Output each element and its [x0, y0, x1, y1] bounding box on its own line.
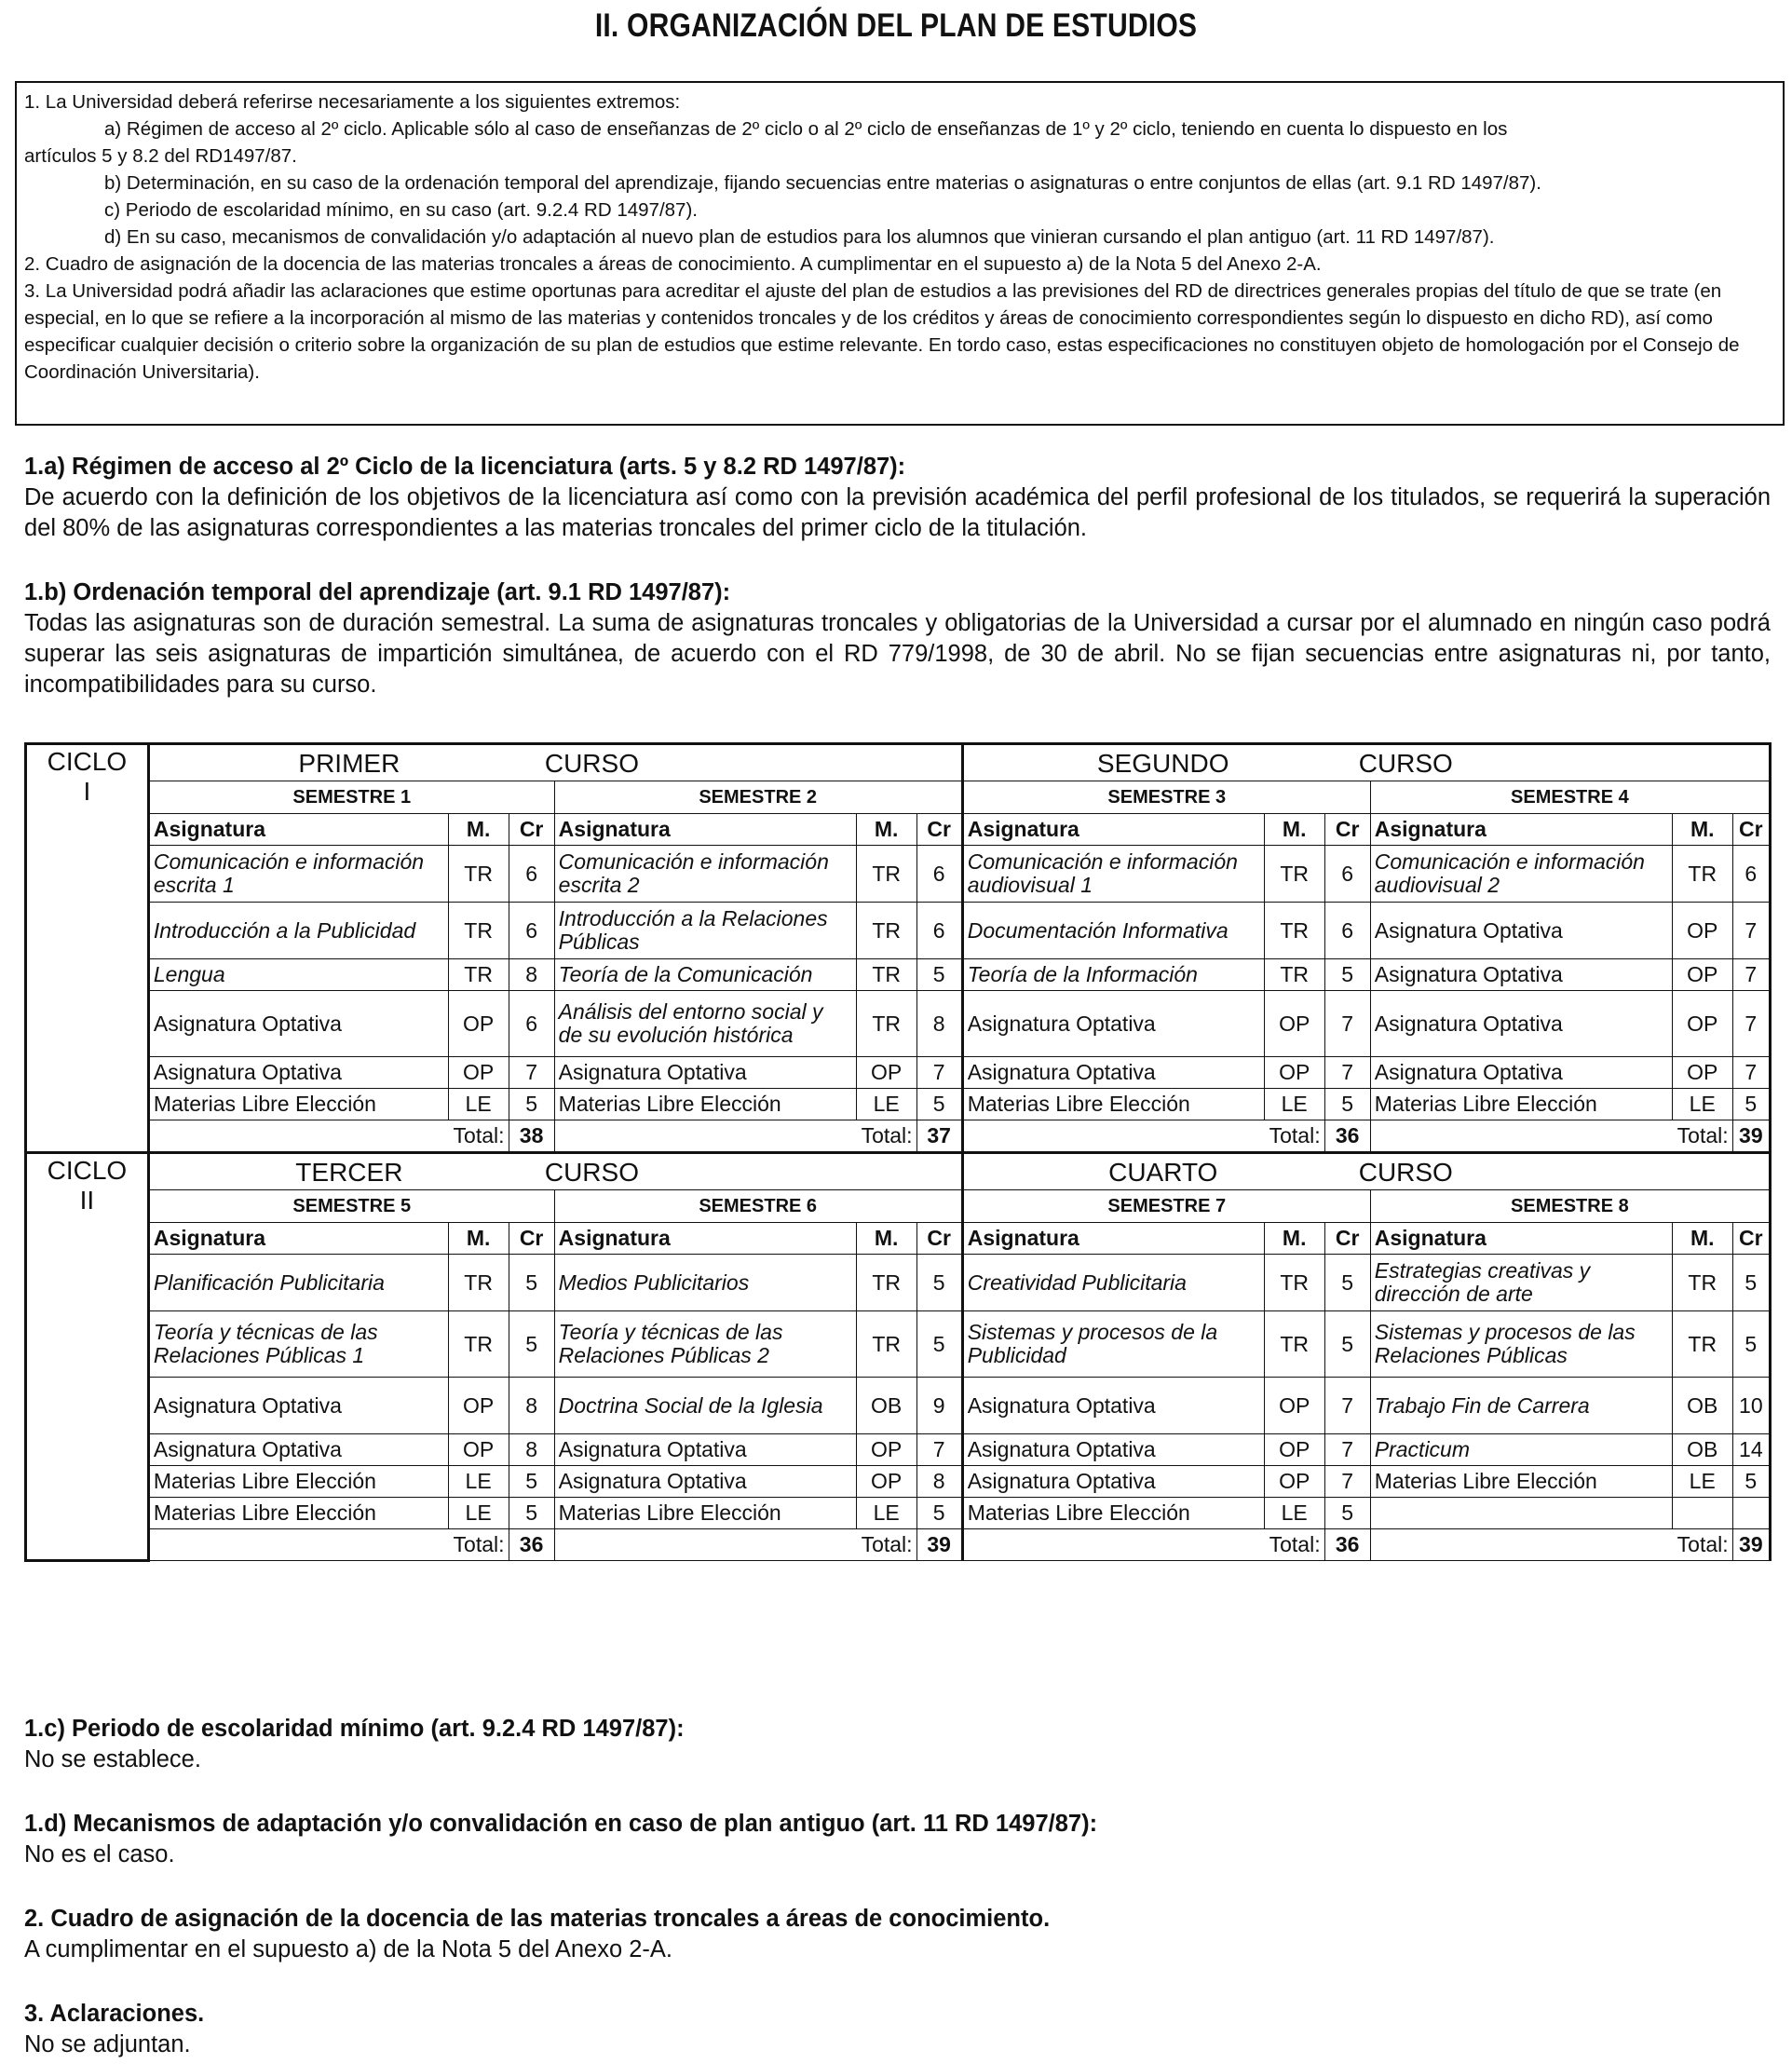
subject-credits: 5	[1324, 959, 1370, 991]
col-cr: Cr	[916, 1223, 962, 1255]
cycle-1-totals	[26, 1120, 1771, 1153]
subject-name: Asignatura Optativa	[962, 1057, 1264, 1089]
subject-name: Documentación Informativa	[962, 903, 1264, 959]
total-credits: 36	[509, 1529, 554, 1561]
col-cr: Cr	[1732, 1223, 1770, 1255]
subject-credits: 7	[1324, 1434, 1370, 1466]
curso-word: CURSO	[1358, 1157, 1453, 1187]
subject-name: Materias Libre Elección	[962, 1498, 1264, 1529]
ciclo-word: CICLO	[47, 747, 128, 776]
subject-type: TR	[1264, 1255, 1324, 1311]
semester-label: SEMESTRE 6	[554, 1190, 962, 1223]
ciclo-word: CICLO	[47, 1156, 128, 1185]
section-3-heading: 3. Aclaraciones.	[24, 2001, 205, 2027]
col-cr: Cr	[1732, 814, 1770, 846]
curso-word: CURSO	[1358, 748, 1453, 778]
cycle-2-semester-header	[26, 1190, 1771, 1223]
year-word: PRIMER	[298, 748, 400, 778]
subject-credits: 8	[916, 1466, 962, 1498]
section-1d	[24, 1809, 1771, 1870]
section-1a-heading: 1.a) Régimen de acceso al 2º Ciclo de la licenciatura (arts. 5 y 8.2 RD 1497/87):	[24, 454, 906, 480]
subject-type: TR	[1672, 1255, 1732, 1311]
subject-type: OP	[448, 1434, 509, 1466]
subject-name: Materias Libre Elección	[148, 1089, 448, 1120]
page-title: II. ORGANIZACIÓN DEL PLAN DE ESTUDIOS	[594, 7, 1198, 44]
col-cr: Cr	[1324, 814, 1370, 846]
col-cr: Cr	[1324, 1223, 1370, 1255]
total-label: Total:	[554, 1529, 916, 1561]
subject-name: Sistemas y procesos de la Publicidad	[962, 1311, 1264, 1378]
table-row	[26, 1498, 1771, 1529]
subject-type: OP	[1264, 1466, 1324, 1498]
col-cr: Cr	[509, 1223, 554, 1255]
subject-type: OP	[856, 1434, 916, 1466]
subject-type: TR	[1672, 846, 1732, 903]
semester-label: SEMESTRE 1	[148, 781, 554, 814]
subject-credits: 7	[1324, 1378, 1370, 1434]
cycle-1-label	[26, 744, 149, 1153]
subject-credits: 5	[509, 1466, 554, 1498]
subject-name: Asignatura Optativa	[1370, 959, 1672, 991]
subject-credits: 5	[916, 1311, 962, 1378]
subject-name: Asignatura Optativa	[962, 991, 1264, 1057]
subject-credits: 7	[1324, 1057, 1370, 1089]
subject-credits: 7	[916, 1434, 962, 1466]
table-row	[26, 959, 1771, 991]
subject-name: Asignatura Optativa	[962, 1466, 1264, 1498]
subject-type: TR	[856, 1255, 916, 1311]
subject-name: Comunicación e información audiovisual 2	[1370, 846, 1672, 903]
subject-name: Materias Libre Elección	[554, 1498, 856, 1529]
subject-credits: 6	[509, 991, 554, 1057]
subject-type: TR	[448, 1255, 509, 1311]
subject-name: Teoría de la Información	[962, 959, 1264, 991]
subject-name	[1370, 1498, 1672, 1529]
semester-label: SEMESTRE 3	[962, 781, 1370, 814]
subject-credits: 5	[1732, 1255, 1770, 1311]
subject-type: LE	[1672, 1089, 1732, 1120]
col-m: M.	[448, 1223, 509, 1255]
subject-name: Asignatura Optativa	[1370, 991, 1672, 1057]
total-credits: 39	[1732, 1529, 1770, 1561]
subject-credits: 9	[916, 1378, 962, 1434]
subject-name: Asignatura Optativa	[962, 1434, 1264, 1466]
subject-credits: 7	[1732, 959, 1770, 991]
year-word: TERCER	[295, 1157, 403, 1187]
subject-type: TR	[856, 846, 916, 903]
subject-credits: 5	[509, 1089, 554, 1120]
subject-name: Asignatura Optativa	[148, 1378, 448, 1434]
total-label: Total:	[962, 1529, 1324, 1561]
subject-credits: 5	[1324, 1255, 1370, 1311]
subject-type: OP	[448, 991, 509, 1057]
ciclo-number: II	[79, 1186, 95, 1215]
semester-label: SEMESTRE 5	[148, 1190, 554, 1223]
subject-name: Asignatura Optativa	[1370, 1057, 1672, 1089]
subject-credits: 7	[1324, 1466, 1370, 1498]
section-1d-text: No es el caso.	[24, 1841, 175, 1867]
note-1a-cont: artículos 5 y 8.2 del RD1497/87.	[24, 145, 297, 167]
subject-type: OP	[856, 1466, 916, 1498]
col-m: M.	[856, 814, 916, 846]
section-1b-heading: 1.b) Ordenación temporal del aprendizaje (art. 9.1 RD 1497/87):	[24, 579, 731, 605]
subject-credits: 7	[916, 1057, 962, 1089]
col-asignatura: Asignatura	[554, 814, 856, 846]
subject-name: Practicum	[1370, 1434, 1672, 1466]
subject-name: Medios Publicitarios	[554, 1255, 856, 1311]
study-plan-table	[24, 742, 1772, 1562]
subject-type: OP	[1264, 1057, 1324, 1089]
subject-credits: 10	[1732, 1378, 1770, 1434]
total-label: Total:	[1370, 1529, 1732, 1561]
col-cr: Cr	[916, 814, 962, 846]
total-credits: 39	[916, 1529, 962, 1561]
cycle-1-year-header	[26, 744, 1771, 781]
subject-credits: 5	[509, 1311, 554, 1378]
subject-credits: 6	[1732, 846, 1770, 903]
col-asignatura: Asignatura	[1370, 1223, 1672, 1255]
subject-type: LE	[856, 1498, 916, 1529]
subject-name: Comunicación e información audiovisual 1	[962, 846, 1264, 903]
semester-label: SEMESTRE 2	[554, 781, 962, 814]
subject-name: Comunicación e información escrita 1	[148, 846, 448, 903]
subject-type: OP	[1264, 991, 1324, 1057]
total-label: Total:	[148, 1120, 509, 1153]
subject-name: Trabajo Fin de Carrera	[1370, 1378, 1672, 1434]
subject-name: Teoría de la Comunicación	[554, 959, 856, 991]
subject-credits: 6	[509, 903, 554, 959]
subject-name: Introducción a la Relaciones Públicas	[554, 903, 856, 959]
section-1c-heading: 1.c) Periodo de escolaridad mínimo (art. 9.2.4 RD 1497/87):	[24, 1716, 685, 1742]
subject-type: LE	[1672, 1466, 1732, 1498]
subject-name: Sistemas y procesos de las Relaciones Públicas	[1370, 1311, 1672, 1378]
col-asignatura: Asignatura	[554, 1223, 856, 1255]
table-row	[26, 1434, 1771, 1466]
total-label: Total:	[148, 1529, 509, 1561]
subject-type: LE	[448, 1466, 509, 1498]
section-1a-text: De acuerdo con la definición de los objetivos de la licenciatura así como con la previsión académica del perfil profesional de los titulados, se requerirá la superación del 80% de las asignaturas correspondientes a las materias troncales del primer ciclo de la titulación.	[24, 484, 1771, 541]
subject-credits: 5	[509, 1498, 554, 1529]
subject-name: Materias Libre Elección	[554, 1089, 856, 1120]
subject-credits: 7	[1324, 991, 1370, 1057]
subject-credits: 5	[1324, 1498, 1370, 1529]
subject-credits: 5	[916, 1498, 962, 1529]
cycle-2-label	[26, 1153, 149, 1561]
cycle-1-semester-header	[26, 781, 1771, 814]
subject-credits: 8	[509, 1434, 554, 1466]
subject-name: Asignatura Optativa	[554, 1466, 856, 1498]
col-m: M.	[1672, 814, 1732, 846]
subject-type: TR	[1264, 846, 1324, 903]
col-m: M.	[1672, 1223, 1732, 1255]
section-3	[24, 1999, 1771, 2060]
subject-name: Introducción a la Publicidad	[148, 903, 448, 959]
subject-type: LE	[1264, 1089, 1324, 1120]
table-row	[26, 846, 1771, 903]
subject-type: TR	[1672, 1311, 1732, 1378]
note-2: 2. Cuadro de asignación de la docencia de las materias troncales a áreas de conocimiento. A cumplimentar en el supuesto a) de la Nota 5 del Anexo 2-A.	[24, 253, 1322, 275]
subject-type: TR	[1264, 903, 1324, 959]
subject-name: Materias Libre Elección	[962, 1089, 1264, 1120]
col-asignatura: Asignatura	[962, 1223, 1264, 1255]
subject-name: Comunicación e información escrita 2	[554, 846, 856, 903]
section-1c-text: No se establece.	[24, 1746, 201, 1772]
section-1d-heading: 1.d) Mecanismos de adaptación y/o convalidación en caso de plan antiguo (art. 11 RD 1497/87):	[24, 1811, 1098, 1837]
course-header-year-a	[148, 1153, 962, 1190]
subject-credits: 6	[509, 846, 554, 903]
subject-type: LE	[448, 1498, 509, 1529]
col-m: M.	[1264, 1223, 1324, 1255]
cycle-2-column-header	[26, 1223, 1771, 1255]
col-asignatura: Asignatura	[1370, 814, 1672, 846]
table-row	[26, 1311, 1771, 1378]
subject-name: Asignatura Optativa	[148, 1434, 448, 1466]
curso-word: CURSO	[544, 748, 639, 778]
course-header-year-b	[962, 1153, 1770, 1190]
subject-credits: 6	[916, 846, 962, 903]
table-row	[26, 1089, 1771, 1120]
col-cr: Cr	[509, 814, 554, 846]
subject-type: TR	[856, 1311, 916, 1378]
subject-credits: 6	[1324, 903, 1370, 959]
subject-type: OP	[856, 1057, 916, 1089]
col-asignatura: Asignatura	[962, 814, 1264, 846]
course-header-year-a	[148, 744, 962, 781]
subject-credits: 8	[509, 959, 554, 991]
subject-type: OP	[1264, 1434, 1324, 1466]
subject-credits: 5	[916, 1255, 962, 1311]
semester-label: SEMESTRE 8	[1370, 1190, 1770, 1223]
subject-name: Teoría y técnicas de las Relaciones Públicas 2	[554, 1311, 856, 1378]
subject-type: TR	[856, 959, 916, 991]
instructions-box	[15, 81, 1785, 426]
section-2	[24, 1904, 1771, 1965]
subject-type: OP	[1672, 903, 1732, 959]
subject-credits: 5	[916, 959, 962, 991]
table-row	[26, 1378, 1771, 1434]
subject-type: TR	[448, 959, 509, 991]
total-credits: 39	[1732, 1120, 1770, 1153]
section-1a	[24, 452, 1771, 544]
subject-type: LE	[1264, 1498, 1324, 1529]
note-1c: c) Periodo de escolaridad mínimo, en su caso (art. 9.2.4 RD 1497/87).	[104, 199, 698, 221]
subject-credits: 7	[509, 1057, 554, 1089]
table-row	[26, 991, 1771, 1057]
section-1b-text: Todas las asignaturas son de duración semestral. La suma de asignaturas troncales y obligatorias de la Universidad a cursar por el alumnado en ningún caso podrá superar las seis asignaturas de impartición simultánea, de acuerdo con el RD 779/1998, de 30 de abril. No se fijan secuencias entre asignaturas ni, por tanto, incompatibilidades para su curso.	[24, 610, 1771, 698]
subject-name: Materias Libre Elección	[148, 1466, 448, 1498]
subject-credits: 8	[916, 991, 962, 1057]
total-credits: 36	[1324, 1529, 1370, 1561]
subject-type: OP	[448, 1057, 509, 1089]
total-credits: 36	[1324, 1120, 1370, 1153]
col-asignatura: Asignatura	[148, 1223, 448, 1255]
total-credits: 38	[509, 1120, 554, 1153]
subject-name: Materias Libre Elección	[1370, 1466, 1672, 1498]
section-2-text: A cumplimentar en el supuesto a) de la Nota 5 del Anexo 2-A.	[24, 1936, 672, 1962]
section-1b	[24, 577, 1771, 700]
year-word: CUARTO	[1108, 1157, 1218, 1187]
subject-credits: 14	[1732, 1434, 1770, 1466]
table-row	[26, 1057, 1771, 1089]
subject-type: TR	[448, 846, 509, 903]
subject-type: OP	[1672, 959, 1732, 991]
subject-credits: 5	[1732, 1311, 1770, 1378]
subject-type: OB	[1672, 1434, 1732, 1466]
subject-name: Planificación Publicitaria	[148, 1255, 448, 1311]
curso-word: CURSO	[544, 1157, 639, 1187]
cycle-2-totals	[26, 1529, 1771, 1561]
subject-type	[1672, 1498, 1732, 1529]
subject-name: Asignatura Optativa	[962, 1378, 1264, 1434]
subject-type: OP	[1264, 1378, 1324, 1434]
subject-type: OP	[1672, 991, 1732, 1057]
subject-name: Estrategias creativas y dirección de arte	[1370, 1255, 1672, 1311]
subject-name: Doctrina Social de la Iglesia	[554, 1378, 856, 1434]
subject-credits: 5	[1732, 1466, 1770, 1498]
total-credits: 37	[916, 1120, 962, 1153]
note-1: 1. La Universidad deberá referirse necesariamente a los siguientes extremos:	[24, 91, 681, 113]
table-row	[26, 1255, 1771, 1311]
subject-credits: 6	[916, 903, 962, 959]
subject-credits: 7	[1732, 991, 1770, 1057]
subject-credits: 7	[1732, 1057, 1770, 1089]
subject-name: Asignatura Optativa	[148, 1057, 448, 1089]
subject-name: Teoría y técnicas de las Relaciones Públicas 1	[148, 1311, 448, 1378]
note-3: 3. La Universidad podrá añadir las aclaraciones que estime oportunas para acreditar el ajuste del plan de estudios a las previsiones del RD de directrices generales propias del título de que se trate (en especial, en lo que se refiere a la incorporación al mismo de las materias y contenidos troncales y de los créditos y áreas de conocimiento correspondientes según lo dispuesto en dicho RD), así como especificar cualquier decisión o criterio sobre la organización de su plan de estudios que estime relevante. En tordo caso, estas especificaciones no constituyen objeto de homologación por el Consejo de Coordinación Universitaria).	[24, 280, 1740, 383]
subject-name: Lengua	[148, 959, 448, 991]
subject-credits: 8	[509, 1378, 554, 1434]
subject-type: LE	[856, 1089, 916, 1120]
subject-type: OP	[1672, 1057, 1732, 1089]
col-asignatura: Asignatura	[148, 814, 448, 846]
note-1d: d) En su caso, mecanismos de convalidación y/o adaptación al nuevo plan de estudios para los alumnos que vinieran cursando el plan antiguo (art. 11 RD 1497/87).	[104, 226, 1495, 248]
subject-name: Asignatura Optativa	[554, 1434, 856, 1466]
subject-credits: 6	[1324, 846, 1370, 903]
subject-type: TR	[1264, 959, 1324, 991]
subject-name: Análisis del entorno social y de su evolución histórica	[554, 991, 856, 1057]
subject-type: TR	[856, 903, 916, 959]
subject-type: OB	[1672, 1378, 1732, 1434]
cycle-2-year-header	[26, 1153, 1771, 1190]
subject-name: Asignatura Optativa	[148, 991, 448, 1057]
table-row	[26, 903, 1771, 959]
semester-label: SEMESTRE 7	[962, 1190, 1370, 1223]
subject-credits: 7	[1732, 903, 1770, 959]
section-2-heading: 2. Cuadro de asignación de la docencia de las materias troncales a áreas de conocimiento.	[24, 1906, 1051, 1932]
cycle-1-column-header	[26, 814, 1771, 846]
subject-name: Creatividad Publicitaria	[962, 1255, 1264, 1311]
subject-type: OP	[448, 1378, 509, 1434]
subject-name: Materias Libre Elección	[1370, 1089, 1672, 1120]
col-m: M.	[856, 1223, 916, 1255]
subject-credits: 5	[1324, 1089, 1370, 1120]
section-3-text: No se adjuntan.	[24, 2031, 191, 2057]
subject-name: Asignatura Optativa	[1370, 903, 1672, 959]
subject-name: Materias Libre Elección	[148, 1498, 448, 1529]
subject-credits: 5	[1324, 1311, 1370, 1378]
subject-name: Asignatura Optativa	[554, 1057, 856, 1089]
year-word: SEGUNDO	[1096, 748, 1229, 778]
subject-credits	[1732, 1498, 1770, 1529]
total-label: Total:	[1370, 1120, 1732, 1153]
subject-type: TR	[448, 903, 509, 959]
ciclo-number: I	[83, 777, 91, 806]
note-1a: a) Régimen de acceso al 2º ciclo. Aplicable sólo al caso de enseñanzas de 2º ciclo o al 2º ciclo de enseñanzas de 1º y 2º ciclo, teniendo en cuenta lo dispuesto en los	[104, 118, 1508, 140]
subject-type: TR	[448, 1311, 509, 1378]
course-header-year-b	[962, 744, 1770, 781]
semester-label: SEMESTRE 4	[1370, 781, 1770, 814]
total-label: Total:	[554, 1120, 916, 1153]
subject-credits: 5	[916, 1089, 962, 1120]
note-1b: b) Determinación, en su caso de la ordenación temporal del aprendizaje, fijando secuencias entre materias o asignaturas o entre conjuntos de ellas (art. 9.1 RD 1497/87).	[104, 172, 1541, 194]
subject-type: TR	[856, 991, 916, 1057]
subject-credits: 5	[1732, 1089, 1770, 1120]
col-m: M.	[1264, 814, 1324, 846]
subject-type: LE	[448, 1089, 509, 1120]
subject-credits: 5	[509, 1255, 554, 1311]
section-1c	[24, 1714, 1771, 1775]
col-m: M.	[448, 814, 509, 846]
subject-type: OB	[856, 1378, 916, 1434]
table-row	[26, 1466, 1771, 1498]
subject-type: TR	[1264, 1311, 1324, 1378]
total-label: Total:	[962, 1120, 1324, 1153]
